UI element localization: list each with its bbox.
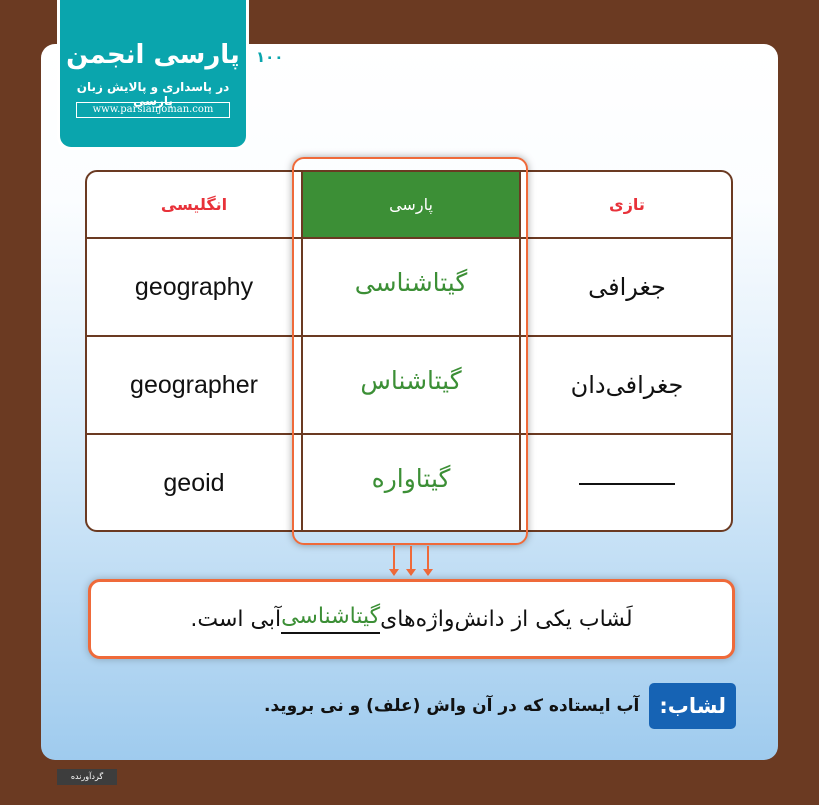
cell-persian-1: گیتاشناسی [354,267,468,297]
example-highlight: گیتاشناسی [281,604,380,634]
definition [264,683,736,729]
persian-column-highlight [292,157,528,545]
cell-english-2: geographer [130,370,258,399]
cell-arabic-1: جغرافی [588,273,666,301]
logo-title: پارسی انجمن [66,40,240,70]
down-arrow-icon [393,546,395,572]
header-arabic: تازی [609,195,645,214]
empty-value-dash [579,483,675,485]
definition-text: آب ایستاده که در آن واش (علف) و نی بروید. [264,696,640,716]
down-arrow-icon [410,546,412,572]
cell-arabic-2: جغرافی‌دان [570,371,684,399]
down-arrow-icon [427,546,429,572]
cell-arabic-3 [521,435,733,532]
signature-stamp: گردآورنده [57,769,117,785]
example-after: آبی است. [190,606,282,632]
cell-english-3: geoid [163,469,225,497]
header-persian: پارسی [303,172,519,237]
definition-term-badge: لشاب: [649,683,736,729]
example-sentence [88,579,735,659]
cell-persian-2: گیتاشناس [360,365,462,395]
cell-persian-3: گیتاواره [371,463,451,493]
page-number: ۱۰۰ [256,48,284,66]
logo-url: www.parsianjoman.com [76,102,230,118]
header-english: انگلیسی [160,195,228,214]
logo-subtitle: در پاسداری و پالایش زبان پارسی [76,80,230,108]
cell-english-1: geography [134,272,254,301]
parsianjoman-logo[interactable] [57,0,249,150]
example-before: لَشاب یکی از دانش‌واژه‌های [380,606,633,632]
